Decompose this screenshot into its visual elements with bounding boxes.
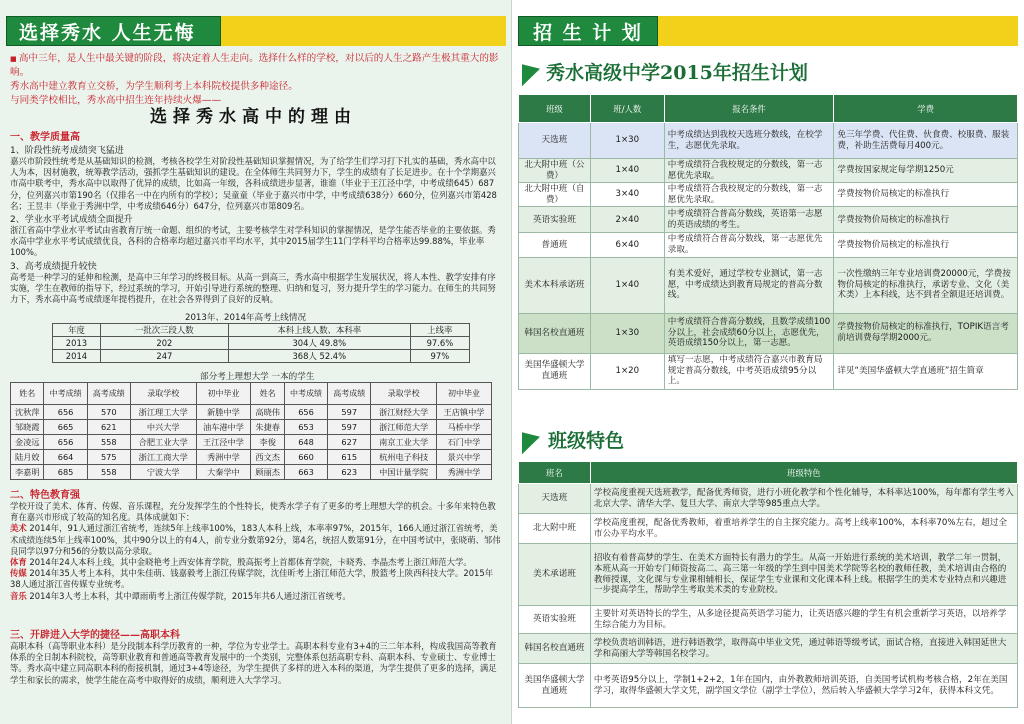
table-header: 中考成绩 xyxy=(44,383,87,405)
table-row xyxy=(519,664,1018,708)
table-row xyxy=(519,233,1018,257)
table-cell: 南京工业大学 xyxy=(371,435,437,450)
table-cell: 北大附中班（自费） xyxy=(519,183,591,207)
table-cell: 1×30 xyxy=(590,123,664,159)
rate-table xyxy=(52,323,470,363)
special-label: 美术 xyxy=(10,523,27,534)
table-cell: 浙江师范大学 xyxy=(371,420,437,435)
table-cell: 615 xyxy=(328,450,371,465)
intro-text xyxy=(10,52,500,108)
table-cell: 中兴大学 xyxy=(130,420,196,435)
table-cell: 中考成绩符合普高分数线，英语第一志愿的英语成绩的考生。 xyxy=(664,207,834,233)
table-cell: 558 xyxy=(87,435,130,450)
plan-heading xyxy=(522,58,808,85)
table-cell: 中考英语95分以上，学制1+2+2，1年在国内，由外教教师培训英语，自美国考试机构考核合格，2年在美国学习，取得华盛顿大学文凭，副学国文学位（副学士学位），然后转入华盛顿大学学习2年，获得本科文凭。 xyxy=(590,664,1017,708)
special-label: 音乐 xyxy=(10,590,27,601)
table-row xyxy=(519,257,1018,313)
table-header-row xyxy=(53,324,470,337)
table-cell: 马桥中学 xyxy=(436,420,491,435)
table-cell: 杭州电子科技 xyxy=(371,450,437,465)
table-header: 年度 xyxy=(53,324,101,337)
table-header: 本科上线人数、本科率 xyxy=(228,324,410,337)
table-cell: 韩国名校直通班 xyxy=(519,313,591,353)
table-cell: 660 xyxy=(284,450,327,465)
table-cell: 浙江理工大学 xyxy=(130,405,196,420)
table-row xyxy=(519,484,1018,514)
paragraph: 高职本科（高等职业本科）是分段制本科学历教育的一种，学位为专业学士。高职本科专业有3+4的三二年本科，构成我国高等教育体系的全日制本科院校，高等职业教育和普通高等教育发展中的一个类别，完整体系包括高职专科、高职本科、专业硕士、专业博士等。秀水高中建立同高职本科的衔接机制，通过3+4等途径，为学生提供了多样的进入本科的渠道，为学生提供了更多的选择，满足学生和家长的需求，使学生能在高考中取得好的成绩，顺利进入大学学习。 xyxy=(10,641,497,685)
table-header: 班级 xyxy=(519,95,591,123)
table-cell: 合肥工业大学 xyxy=(130,435,196,450)
table-header: 中考成绩 xyxy=(284,383,327,405)
table-header: 班级特色 xyxy=(590,462,1017,484)
table-cell: 王店镇中学 xyxy=(436,405,491,420)
section-title: 一、教学质量高 xyxy=(10,132,80,143)
table-cell: 学费按物价局核定的标准执行 xyxy=(834,183,1018,207)
table-cell: 美术本科承诺班 xyxy=(519,257,591,313)
section-teaching-quality xyxy=(10,128,502,305)
table-cell: 627 xyxy=(328,435,371,450)
table-header: 姓名 xyxy=(11,383,44,405)
rate-table-caption: 2013年、2014年高考上线情况 xyxy=(185,313,307,323)
table-cell: 免三年学费、代住费、伙食费、校服费、服装费，补助生活费每月400元。 xyxy=(834,123,1018,159)
table-cell: 李嘉明 xyxy=(11,465,44,480)
rank-table-caption: 部分考上理想大学 一本的学生 xyxy=(200,372,315,382)
special-label: 体育 xyxy=(10,557,27,568)
table-cell: 中考成绩达到我校天选班分数线，在校学生，志愿优先录取。 xyxy=(664,123,834,159)
special-label: 传媒 xyxy=(10,568,27,579)
table-cell: 王江泾中学 xyxy=(196,435,251,450)
table-cell: 656 xyxy=(284,405,327,420)
table-header-row xyxy=(11,383,492,405)
table-cell: 英语实验班 xyxy=(519,606,591,634)
table-header: 姓名 xyxy=(251,383,284,405)
reason-title: 选择秀水高中的理由 xyxy=(150,107,357,127)
special-text: 2014年35人考上本科，其中朱佳萌、钱嘉毅考上浙江传媒学院，沈佳昕考上浙江师范大学，殷篮考上陕西科技大学。2015年38人通过浙江省传媒专业统考。 xyxy=(10,568,494,590)
class-feature-table xyxy=(518,461,1018,708)
table-cell: 3×40 xyxy=(590,183,664,207)
table-row xyxy=(53,350,470,363)
table-cell: 主要针对英语特长的学生，从多途径提高英语学习能力，让英语感兴趣的学生有机会重新学习英语，以培养学生综合能力为目标。 xyxy=(590,606,1017,634)
table-cell: 学校高度重视，配备优秀教师，着重培养学生的自主探究能力。高考上线率100%，本科率70%左右，超过全市公办平均水平。 xyxy=(590,514,1017,544)
table-cell: 97% xyxy=(410,350,469,363)
section-special-education xyxy=(10,486,502,602)
special-item xyxy=(10,523,502,557)
table-cell: 学费按国家规定每学期1250元 xyxy=(834,159,1018,183)
right-page xyxy=(512,0,1024,724)
table-cell: 2013 xyxy=(53,337,101,350)
table-cell: 663 xyxy=(284,465,327,480)
table-cell: 西文杰 xyxy=(251,450,284,465)
table-cell: 英语实验班 xyxy=(519,207,591,233)
table-row xyxy=(519,183,1018,207)
table-header: 录取学校 xyxy=(371,383,437,405)
table-cell: 学校负责培训韩语，进行韩语教学，取得高中毕业文凭，通过韩语等级考试，面试合格，直接进入韩国延世大学和高丽大学等韩国名校学习。 xyxy=(590,634,1017,664)
right-banner xyxy=(518,16,1018,46)
table-cell: 大秦学中 xyxy=(196,465,251,480)
table-cell: 秀洲中学 xyxy=(436,465,491,480)
paragraph: 学校开设了美术、体育、传媒、音乐课程，充分发挥学生的个性特长，使秀水学子有了更多的考上理想大学的机会。十多年来特色教育在嘉兴市形成了较高的知名度。具体成就如下： xyxy=(10,501,496,523)
rank-table xyxy=(10,382,492,480)
table-cell: 美国华盛顿大学直通班 xyxy=(519,353,591,389)
table-cell: 天选班 xyxy=(519,123,591,159)
table-cell: 金凌远 xyxy=(11,435,44,450)
table-cell: 浙江财经大学 xyxy=(371,405,437,420)
table-header: 初中毕业 xyxy=(436,383,491,405)
table-cell: 648 xyxy=(284,435,327,450)
table-cell: 学校高度重视天选班教学，配备优秀师资，进行小班化教学和个性化辅导，本科率达100%，每年都有学生考入北京大学、清华大学、复旦大学、南京大学等985重点大学。 xyxy=(590,484,1017,514)
section-title: 二、特色教育强 xyxy=(10,490,80,501)
table-cell: 天选班 xyxy=(519,484,591,514)
left-banner xyxy=(6,16,506,46)
feature-title: 班级特色 xyxy=(548,430,625,452)
paragraph: 浙江省高中学业水平考试由省教育厅统一命题、组织的考试，主要考核学生对学科知识的掌握情况，是学生能否毕业的主要依据。秀水高中学业水平考试成绩优良，各科的合格率均超过嘉兴市平均水平，其中2015届学生11门学科平均合格率达99.88%，毕业率100%。 xyxy=(10,225,496,258)
table-row xyxy=(519,353,1018,389)
table-cell: 中考成绩符合普高分数线，第一志愿优先录取。 xyxy=(664,233,834,257)
table-row xyxy=(519,544,1018,606)
table-cell: 1×40 xyxy=(590,159,664,183)
table-cell: 597 xyxy=(328,420,371,435)
special-item xyxy=(10,591,502,602)
table-row xyxy=(11,405,492,420)
enrollment-plan-table xyxy=(518,94,1018,390)
arrow-icon xyxy=(522,57,540,86)
special-text: 2014年24人本科上线，其中金晓艳考上西安体育学院，殷高振考上首都体育学院，卡晓秀、李晶杰考上浙江师范大学。 xyxy=(29,557,472,568)
banner-stripe xyxy=(221,16,506,46)
table-header: 上线率 xyxy=(410,324,469,337)
table-header: 班名 xyxy=(519,462,591,484)
sub-title: 3、高考成绩提升较快 xyxy=(10,261,97,272)
table-cell: 美术承诺班 xyxy=(519,544,591,606)
special-item xyxy=(10,568,502,590)
sub-title: 1、阶段性统考成绩突飞猛进 xyxy=(10,146,124,156)
table-cell: 1×20 xyxy=(590,353,664,389)
banner-stripe xyxy=(658,16,1018,46)
table-cell: 高晓伟 xyxy=(251,405,284,420)
table-header-row xyxy=(519,462,1018,484)
table-cell: 247 xyxy=(100,350,228,363)
intro-line: ■ 高中三年，是人生中最关键的阶段，将决定着人生走向。选择什么样的学校，对以后的人生之路产生极其重大的影响。 xyxy=(10,52,500,79)
section-higher-vocational xyxy=(10,626,502,686)
special-item xyxy=(10,557,502,568)
table-cell: 韩国名校直通班 xyxy=(519,634,591,664)
paragraph: 嘉兴市阶段性统考是从基础知识的检测，考核各校学生对阶段性基础知识掌握情况，为了给学生们学习打下扎实的基础，秀水高中以人为本，因材施教，统筹教学活动，强抓学生基础知识的建设。在全体师生共同努力下，学生的成绩有了长足进步。在十个学期嘉兴市高中联考中，秀水高中以取得了优异的成绩，比如高一年级，各科成绩进步显著，谁谁（毕业于王江泾中学，中考成绩645）687分，位列嘉兴市第190名（仅排名一中在内所有的学校）；吴童童（毕业于嘉兴市中学，中考成绩638分）660分，位列嘉兴市第428名；王昱丰（毕业于秀洲中学，中考成绩646分）647分，位列嘉兴市第809名。 xyxy=(10,156,497,211)
intro-line: 与同类学校相比，秀水高中招生连年持续火爆—— xyxy=(10,95,222,106)
table-header: 报名条件 xyxy=(664,95,834,123)
intro-line: 秀水高中建立教育立交桥，为学生顺利考上本科院校提供多种途径。 xyxy=(10,81,298,92)
table-cell: 新塍中学 xyxy=(196,405,251,420)
table-cell: 秀洲中学 xyxy=(196,450,251,465)
table-row xyxy=(519,514,1018,544)
table-cell: 沈秋萍 xyxy=(11,405,44,420)
arrow-icon xyxy=(522,425,540,454)
section-title: 三、开辟进入大学的捷径——高职本科 xyxy=(10,630,180,641)
table-cell: 中考成绩符合我校规定的分数线，第一志愿优先录取。 xyxy=(664,183,834,207)
table-cell: 有美术爱好，通过学校专业测试，第一志愿，中考成绩达到教育局规定的普高分数线。 xyxy=(664,257,834,313)
table-row xyxy=(519,207,1018,233)
sub-title: 2、学业水平考试成绩全面提升 xyxy=(10,215,133,226)
table-row xyxy=(11,465,492,480)
table-cell: 664 xyxy=(44,450,87,465)
table-cell: 一次性缴纳三年专业培训费20000元，学费按物价局核定的标准执行，承诺专业、文化（美术类）上本科线，达不到者全额退还培训费。 xyxy=(834,257,1018,313)
table-header: 班/人数 xyxy=(590,95,664,123)
table-cell: 558 xyxy=(87,465,130,480)
table-cell: 学费按物价局核定的标准执行，TOPIK语言考前培训费每学期2000元。 xyxy=(834,313,1018,353)
table-cell: 656 xyxy=(44,435,87,450)
table-cell: 2×40 xyxy=(590,207,664,233)
table-row xyxy=(519,123,1018,159)
feature-heading xyxy=(522,426,624,453)
table-cell: 97.6% xyxy=(410,337,469,350)
table-cell: 685 xyxy=(44,465,87,480)
table-cell: 油车港中学 xyxy=(196,420,251,435)
table-cell: 石门中学 xyxy=(436,435,491,450)
table-cell: 邹晓霞 xyxy=(11,420,44,435)
table-cell: 1×40 xyxy=(590,257,664,313)
left-banner-title: 选择秀水 人生无悔 xyxy=(6,16,221,46)
plan-title: 秀水高级中学2015年招生计划 xyxy=(546,62,808,84)
table-cell: 陆月姣 xyxy=(11,450,44,465)
table-cell: 顾丽杰 xyxy=(251,465,284,480)
special-text: 2014年，91人通过浙江省统考，连续5年上线率100%，183人本科上线，本率率97%，2015年，166人通过浙江省统考，美术成绩连续5年上线率100%，其中90分以上的有4人，前专业分数第92分，第4名，统招人数第91分，在中国考试中，张晓萌、邹伟良同学以97分和56的分数以高分录取。 xyxy=(10,523,501,556)
paragraph: 高考是一种学习的延伸和检测，是高中三年学习的终极目标。从高一到高三，秀水高中根据学生发展状况，将人本性、教学安排有序实施，学生在教师的指导下，经过系统的学习，开始引导进行系统的整理、归纳和复习，努力提升学生的学习能力。在师生的共同努力下，秀水高中高考成绩逐年提档提升，在社会各界得到了良好的反响。 xyxy=(10,271,496,305)
table-cell: 填写一志愿，中考成绩符合嘉兴市教育局规定普高分数线，中考英语成绩95分以上。 xyxy=(664,353,834,389)
table-row xyxy=(519,606,1018,634)
table-cell: 656 xyxy=(44,405,87,420)
special-text: 2014年3人考上本科，其中谭雨萌考上浙江传媒学院，2015年共6人通过浙江省统考。 xyxy=(29,590,351,601)
right-banner-title: 招 生 计 划 xyxy=(518,16,658,46)
table-row xyxy=(519,634,1018,664)
table-cell: 623 xyxy=(328,465,371,480)
table-cell: 653 xyxy=(284,420,327,435)
table-cell: 招收有着普高梦的学生、在美术方面特长有潜力的学生。从高一开始进行系统的美术培训，教学二年一贯制，本班从高一开始专门师资按高二、高三第一年级的学生到中国美术学院等名校的教师任教，美术培训由合格的教师授课，文化课与专业课相辅相长，保证学生专业课和文化课本科上线。根据学生的美术专业特点和兴趣进一步提高学生，帮助学生考取美术类的专业院校。 xyxy=(590,544,1017,606)
table-cell: 中国计量学院 xyxy=(371,465,437,480)
table-cell: 宁波大学 xyxy=(130,465,196,480)
table-cell: 景兴中学 xyxy=(436,450,491,465)
table-header: 高考成绩 xyxy=(328,383,371,405)
table-row xyxy=(11,435,492,450)
table-header: 初中毕业 xyxy=(196,383,251,405)
table-header: 高考成绩 xyxy=(87,383,130,405)
table-cell: 621 xyxy=(87,420,130,435)
table-row xyxy=(519,313,1018,353)
table-cell: 597 xyxy=(328,405,371,420)
table-row xyxy=(519,159,1018,183)
table-header: 学费 xyxy=(834,95,1018,123)
table-cell: 美国华盛顿大学直通班 xyxy=(519,664,591,708)
table-cell: 368人 52.4% xyxy=(228,350,410,363)
table-cell: 665 xyxy=(44,420,87,435)
table-cell: 北大附中班 xyxy=(519,514,591,544)
table-row xyxy=(53,337,470,350)
table-cell: 北大附中班（公费） xyxy=(519,159,591,183)
table-cell: 中考成绩符合普高分数线，且数学成绩100分以上，社会成绩60分以上，志愿优先，英语成绩150分以上，第一志愿。 xyxy=(664,313,834,353)
table-cell: 朱捷春 xyxy=(251,420,284,435)
table-cell: 李俊 xyxy=(251,435,284,450)
table-cell: 575 xyxy=(87,450,130,465)
table-cell: 学费按物价局核定的标准执行 xyxy=(834,233,1018,257)
table-cell: 详见“美国华盛顿大学直通班”招生简章 xyxy=(834,353,1018,389)
table-cell: 1×30 xyxy=(590,313,664,353)
table-cell: 2014 xyxy=(53,350,101,363)
table-cell: 6×40 xyxy=(590,233,664,257)
table-header: 一批次三段人数 xyxy=(100,324,228,337)
table-row xyxy=(11,420,492,435)
table-cell: 学费按物价局核定的标准执行 xyxy=(834,207,1018,233)
table-cell: 浙江工商大学 xyxy=(130,450,196,465)
table-row xyxy=(11,450,492,465)
table-header-row xyxy=(519,95,1018,123)
table-cell: 普通班 xyxy=(519,233,591,257)
table-cell: 202 xyxy=(100,337,228,350)
table-header: 录取学校 xyxy=(130,383,196,405)
table-cell: 570 xyxy=(87,405,130,420)
table-cell: 304人 49.8% xyxy=(228,337,410,350)
table-cell: 中考成绩符合我校规定的分数线，第一志愿优先录取。 xyxy=(664,159,834,183)
